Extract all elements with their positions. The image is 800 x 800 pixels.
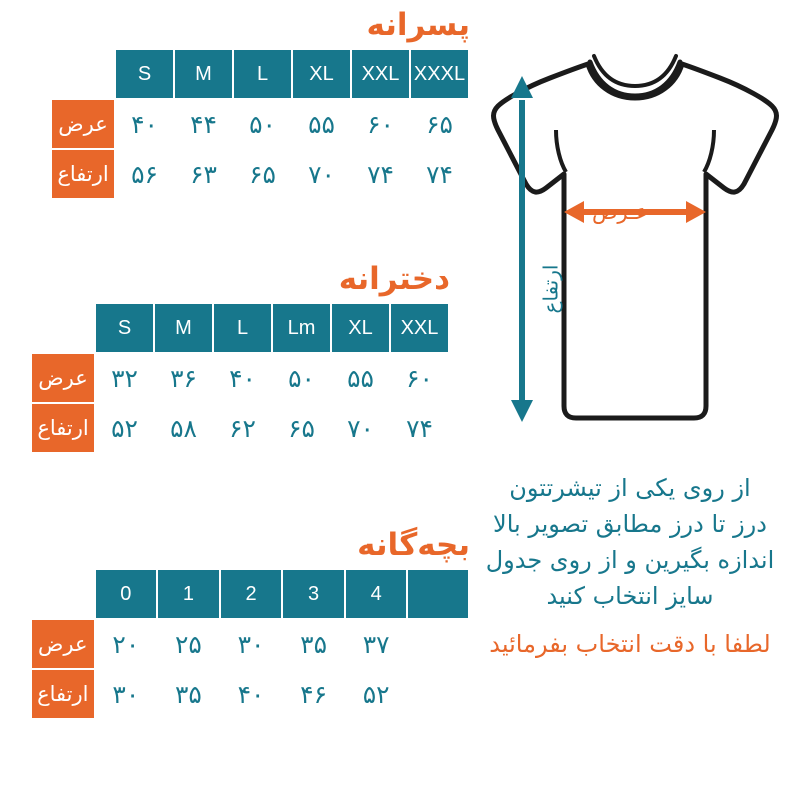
column-header: 3 [282, 569, 345, 619]
table-title-girls: دخترانه [338, 261, 450, 297]
table-title-kids: بچه‌گانه [357, 527, 470, 563]
table-cell: ۵۲ [345, 669, 408, 719]
row-label: ارتفاع [51, 149, 115, 199]
column-header: S [95, 303, 154, 353]
note-line: درز تا درز مطابق تصویر بالا [493, 510, 767, 538]
column-header: XXL [390, 303, 449, 353]
table-cell: ۴۰ [220, 669, 283, 719]
table-cell: ۶۰ [390, 353, 449, 403]
row-label: ارتفاع [31, 403, 95, 453]
table-boys [50, 48, 470, 200]
column-header: 1 [157, 569, 220, 619]
empty-header-cell [407, 569, 469, 619]
tshirt-diagram [480, 22, 790, 462]
column-header: S [115, 49, 174, 99]
width-label: عـرض [592, 200, 648, 224]
table-cell: ۵۰ [233, 99, 292, 149]
column-header: 4 [345, 569, 408, 619]
table-row [31, 403, 449, 453]
row-label: ارتفاع [31, 669, 95, 719]
column-header: 0 [95, 569, 158, 619]
table-cell: ۵۰ [272, 353, 331, 403]
table-cell: ۷۰ [331, 403, 390, 453]
table-cell: ۴۰ [213, 353, 272, 403]
column-header: XXXL [410, 49, 469, 99]
table-cell: ۵۵ [331, 353, 390, 403]
table-kids [30, 568, 470, 720]
note-line: اندازه بگیرین و از روی جدول [485, 546, 775, 574]
row-label: عرض [51, 99, 115, 149]
column-header: 2 [220, 569, 283, 619]
column-header: XL [331, 303, 390, 353]
table-cell: ۲۵ [157, 619, 220, 669]
column-header: XL [292, 49, 351, 99]
size-table-kids [30, 528, 470, 720]
empty-cell [407, 619, 469, 669]
table-cell: ۶۵ [410, 99, 469, 149]
table-cell: ۵۲ [95, 403, 154, 453]
height-label: ارتفاع [538, 264, 563, 314]
column-header: Lm [272, 303, 331, 353]
table-cell: ۶۳ [174, 149, 233, 199]
table-girls [30, 302, 450, 454]
row-label: عرض [31, 619, 95, 669]
table-cell: ۴۴ [174, 99, 233, 149]
table-cell: ۵۵ [292, 99, 351, 149]
table-row [51, 149, 469, 199]
table-row [31, 353, 449, 403]
table-row [51, 99, 469, 149]
table-cell: ۳۶ [154, 353, 213, 403]
table-header-row [51, 49, 469, 99]
table-cell: ۴۰ [115, 99, 174, 149]
table-header-row [31, 569, 469, 619]
table-cell: ۳۰ [95, 669, 158, 719]
size-table-girls [30, 262, 450, 454]
table-header-row [31, 303, 449, 353]
table-title-boys: پسرانه [366, 7, 470, 43]
table-cell: ۵۶ [115, 149, 174, 199]
table-cell: ۳۵ [282, 619, 345, 669]
column-header: XXL [351, 49, 410, 99]
table-cell: ۶۵ [272, 403, 331, 453]
table-cell: ۲۰ [95, 619, 158, 669]
column-header: M [154, 303, 213, 353]
note-line: سایز انتخاب کنید [546, 582, 714, 610]
empty-cell [407, 669, 469, 719]
instructions-note [470, 470, 790, 662]
warning-text: لطفا با دقت انتخاب بفرمائید [489, 630, 771, 658]
row-label: عرض [31, 353, 95, 403]
table-cell: ۷۴ [351, 149, 410, 199]
corner-cell [51, 49, 115, 99]
table-cell: ۳۷ [345, 619, 408, 669]
column-header: L [233, 49, 292, 99]
table-cell: ۷۴ [410, 149, 469, 199]
table-cell: ۶۰ [351, 99, 410, 149]
table-cell: ۶۵ [233, 149, 292, 199]
diagram-column [470, 0, 800, 800]
size-table-boys [30, 8, 470, 200]
table-cell: ۴۶ [282, 669, 345, 719]
tshirt-icon [480, 22, 790, 462]
corner-cell [31, 569, 95, 619]
table-row [31, 619, 469, 669]
table-cell: ۳۵ [157, 669, 220, 719]
table-cell: ۳۲ [95, 353, 154, 403]
table-cell: ۷۴ [390, 403, 449, 453]
table-cell: ۳۰ [220, 619, 283, 669]
note-line: از روی یکی از تیشرتتون [509, 474, 751, 502]
table-row [31, 669, 469, 719]
column-header: L [213, 303, 272, 353]
table-cell: ۵۸ [154, 403, 213, 453]
table-cell: ۷۰ [292, 149, 351, 199]
column-header: M [174, 49, 233, 99]
table-cell: ۶۲ [213, 403, 272, 453]
corner-cell [31, 303, 95, 353]
